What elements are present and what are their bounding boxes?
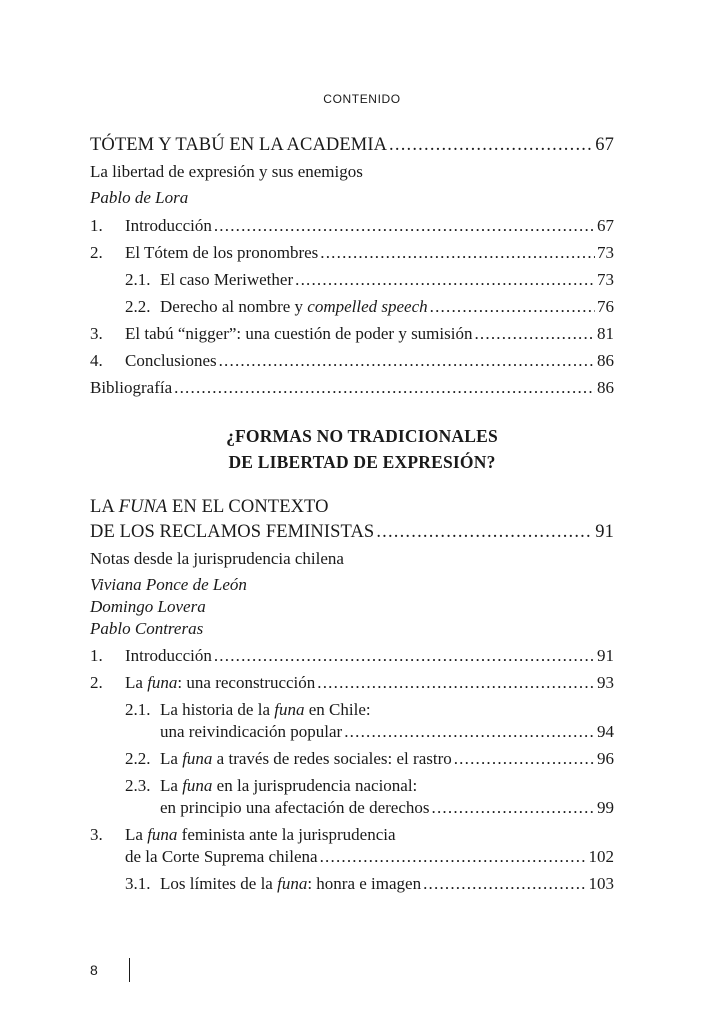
entry-title-italic: funa [147,673,178,692]
page-number: 76 [597,297,614,316]
entry-title: La historia de la [160,700,275,719]
leader-dots [320,242,595,264]
leader-dots [214,215,595,237]
entry-title: en principio una afectación de derechos [160,798,430,817]
entry-title: Introducción [125,646,212,665]
leader-dots [376,521,593,543]
chapter-title-text: EN EL CONTEXTO [167,497,329,517]
entry-title-italic: funa [277,874,308,893]
entry-title: El caso Meriwether [160,270,294,289]
toc-entry[interactable] [90,645,614,667]
page-number: 102 [588,847,614,866]
leader-dots [174,377,595,399]
page-number: 103 [588,874,614,893]
entry-title-italic: compelled speech [307,297,428,316]
chapter-author: Domingo Lovera [90,597,206,616]
entry-title: feminista ante la jurisprudencia [177,825,396,844]
entry-number: 2.2. [125,749,151,768]
leader-dots [295,269,595,291]
leader-dots [214,645,595,667]
leader-dots [219,350,595,372]
toc-entry-line-1[interactable] [90,824,614,846]
entry-title: : honra e imagen [307,874,422,893]
entry-number: 3.1. [125,874,151,893]
page-number: 81 [597,324,614,343]
toc-entry[interactable] [90,215,614,237]
chapter-title-text: DE LOS RECLAMOS FEMINISTAS [90,522,375,542]
leader-dots [344,721,595,743]
entry-title: : una reconstrucción [177,673,316,692]
entry-number: 2.1. [125,270,151,289]
page-number: 73 [597,270,614,289]
leader-dots [317,672,595,694]
leader-dots [474,323,595,345]
entry-title: Bibliografía [90,378,173,397]
entry-title-italic: funa [147,825,178,844]
toc-entry[interactable] [90,323,614,345]
entry-title: El tabú “nigger”: una cuestión de poder y sumisión [125,324,473,343]
toc-subentry[interactable] [90,296,614,318]
chapter-author: Pablo de Lora [90,188,189,207]
toc-subentry[interactable] [90,748,614,770]
entry-number: 4. [90,351,103,370]
entry-number: 3. [90,324,103,343]
toc-bibliography[interactable] [90,377,614,399]
leader-dots [389,134,593,156]
entry-number: 2.3. [125,776,151,795]
chapter-subtitle: Notas desde la jurisprudencia chilena [90,549,344,568]
entry-title: Los límites de la [160,874,278,893]
page-number: 67 [595,135,614,155]
chapter-title-totem-tabu[interactable] [90,134,614,156]
toc-entry-line-2[interactable] [90,846,614,868]
toc-subentry[interactable] [90,269,614,291]
entry-number: 1. [90,646,103,665]
entry-title: en la jurisprudencia nacional: [212,776,418,795]
page-number: 73 [597,243,614,262]
chapter-author: Pablo Contreras [90,619,204,638]
entry-title-italic: funa [182,749,213,768]
entry-title: La [125,825,148,844]
entry-title-italic: funa [182,776,213,795]
entry-number: 2. [90,673,103,692]
page-number-footer: 8 [90,962,98,978]
entry-title: una reivindicación popular [160,722,343,741]
leader-dots [454,748,595,770]
page-number: 67 [597,216,614,235]
toc-subentry-line-1[interactable] [90,775,614,797]
entry-number: 2. [90,243,103,262]
chapter-subtitle: La libertad de expresión y sus enemigos [90,162,363,181]
toc-subentry[interactable] [90,873,614,895]
running-head: CONTENIDO [323,92,401,106]
page-number: 96 [597,749,614,768]
entry-title: Conclusiones [125,351,217,370]
toc-subentry-line-2[interactable] [90,797,614,819]
page-number: 86 [597,378,614,397]
chapter-title-funa-line-1[interactable] [90,496,614,518]
toc-entry[interactable] [90,350,614,372]
toc-subentry-line-2[interactable] [90,721,614,743]
leader-dots [423,873,586,895]
footer-rule [129,958,130,982]
page-number: 99 [597,798,614,817]
entry-title: La [125,673,148,692]
page-number: 93 [597,673,614,692]
leader-dots [432,797,595,819]
entry-title: La [160,776,183,795]
entry-title: La [160,749,183,768]
chapter-author: Viviana Ponce de León [90,575,247,594]
page-number: 86 [597,351,614,370]
entry-number: 2.2. [125,297,151,316]
toc-entry[interactable] [90,242,614,264]
entry-title-italic: funa [274,700,305,719]
chapter-title-italic: FUNA [118,497,168,517]
entry-number: 3. [90,825,103,844]
entry-number: 2.1. [125,700,151,719]
entry-title: Derecho al nombre y [160,297,308,316]
chapter-title-text: TÓTEM Y TABÚ EN LA ACADEMIA [90,135,388,155]
leader-dots [320,846,587,868]
entry-title: a través de redes sociales: el rastro [212,749,452,768]
entry-title: Introducción [125,216,212,235]
section-heading-line-1: ¿FORMAS NO TRADICIONALES [226,426,498,446]
chapter-title-text: LA [90,497,119,517]
toc-subentry-line-1[interactable] [90,699,614,721]
chapter-title-funa-line-2[interactable] [90,521,614,543]
leader-dots [430,296,595,318]
section-heading-line-2: DE LIBERTAD DE EXPRESIÓN? [228,452,496,472]
entry-number: 1. [90,216,103,235]
page-number: 91 [595,522,614,542]
entry-title: El Tótem de los pronombres [125,243,319,262]
entry-title: de la Corte Suprema chilena [125,847,318,866]
toc-entry[interactable] [90,672,614,694]
page-number: 94 [597,722,614,741]
page-number: 91 [597,646,614,665]
entry-title: en Chile: [304,700,371,719]
